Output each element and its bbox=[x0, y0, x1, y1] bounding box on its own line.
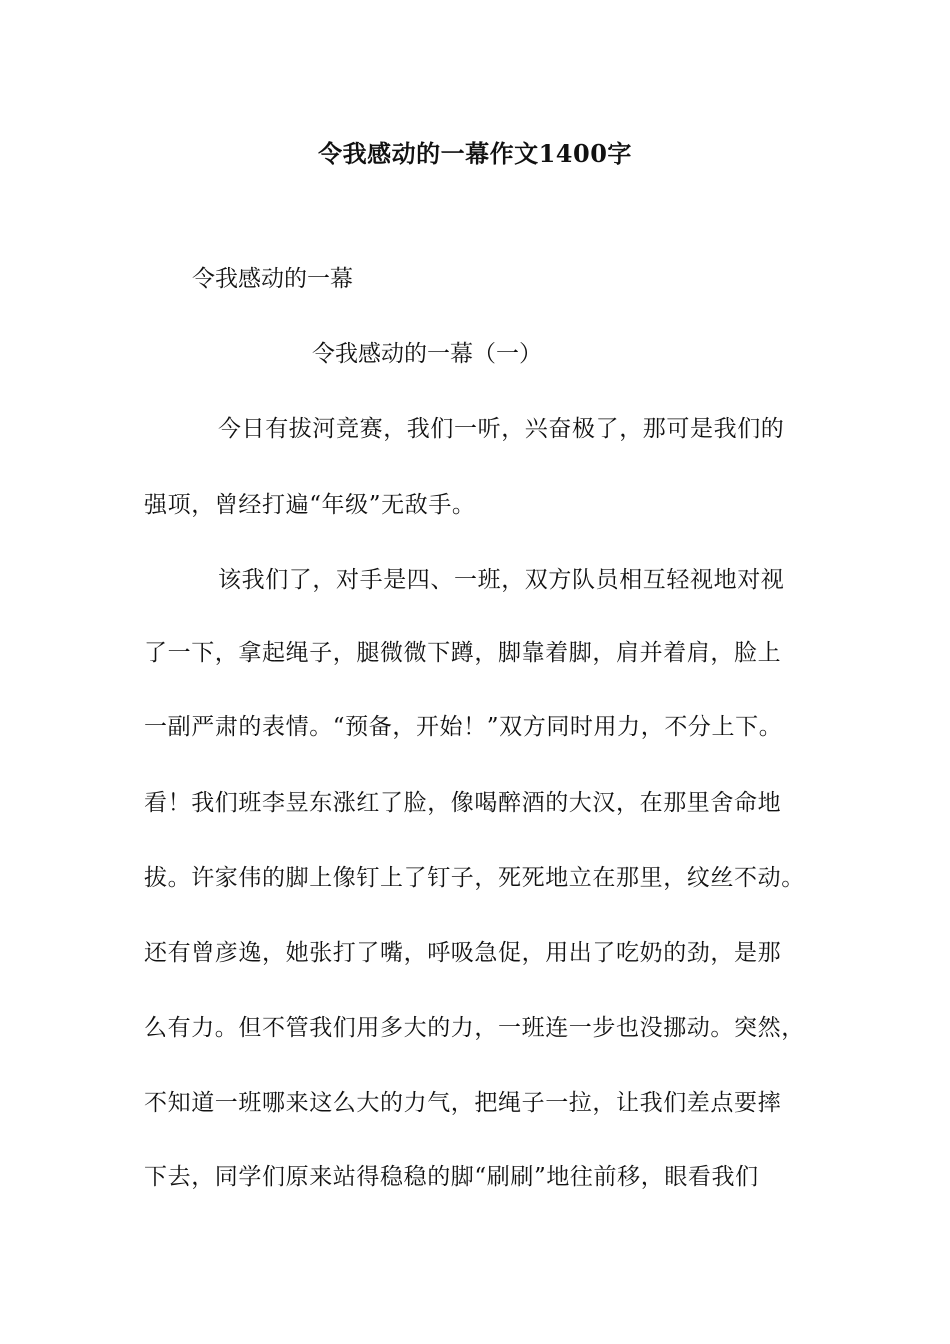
paragraph-line: 拔。许家伟的脚上像钉上了钉子，死死地立在那里，纹丝不动。 bbox=[144, 865, 805, 891]
paragraph-line: 了一下，拿起绳子，腿微微下蹲，脚靠着脚，肩并着肩，脸上 bbox=[144, 640, 782, 666]
paragraph-line: 看！我们班李昱东涨红了脸，像喝醉酒的大汉，在那里舍命地 bbox=[144, 790, 782, 816]
paragraph-line: 该我们了，对手是四、一班，双方队员相互轻视地对视 bbox=[218, 567, 785, 593]
paragraph-line: 不知道一班哪来这么大的力气，把绳子一拉，让我们差点要摔 bbox=[144, 1090, 782, 1116]
paragraph-line: 还有曾彦逸，她张打了嘴，呼吸急促，用出了吃奶的劲，是那 bbox=[144, 940, 782, 966]
paragraph-line: 么有力。但不管我们用多大的力，一班连一步也没挪动。突然， bbox=[144, 1015, 805, 1041]
document-title: 令我感动的一幕作文1400字 bbox=[318, 139, 632, 168]
document-subtitle: 令我感动的一幕 bbox=[192, 266, 353, 292]
paragraph-line: 今日有拔河竞赛，我们一听，兴奋极了，那可是我们的 bbox=[218, 416, 785, 442]
paragraph-line: 下去，同学们原来站得稳稳的脚“刷刷”地往前移，眼看我们 bbox=[144, 1164, 759, 1190]
paragraph-line: 强项，曾经打遍“年级”无敌手。 bbox=[144, 492, 476, 518]
section-heading: 令我感动的一幕（一） bbox=[312, 341, 542, 367]
paragraph-line: 一副严肃的表情。“预备，开始！”双方同时用力，不分上下。 bbox=[144, 714, 783, 740]
